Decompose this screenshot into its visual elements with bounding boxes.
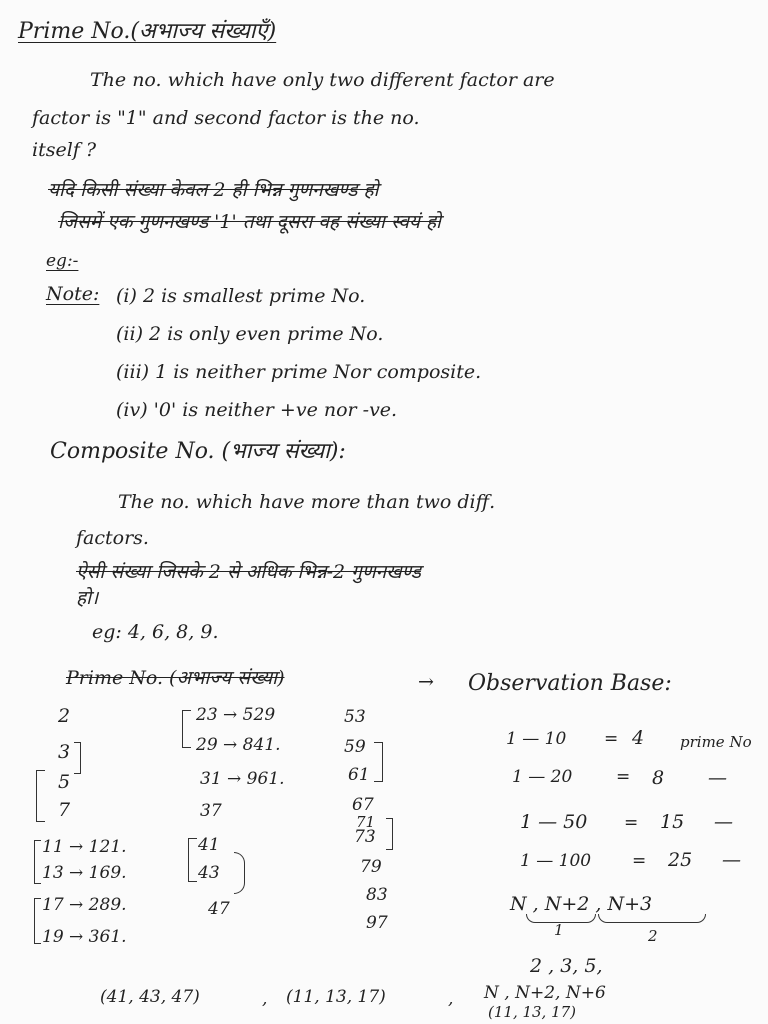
prime-col2-item: 43 [198,863,220,883]
range-label: 1 — 20 [512,767,573,787]
pattern-n-n2-n3: N , N+2 , N+3 [510,893,653,915]
curly-brace-41-47 [234,852,245,894]
prime-col1-item: 7 [58,799,71,821]
prime-definition-line1: The no. which have only two different factor are [90,69,555,91]
prime-col1-item: 17 → 289. [42,895,127,915]
range-equals: = [604,729,619,749]
range-count: 15 [660,811,685,833]
prime-heading: Prime No.(अभाज्य संख्याएँ) [18,19,277,44]
prime-col3-item: 71 [356,813,376,831]
composite-example: eg: 4, 6, 8, 9. [92,621,219,643]
note-label: Note: [46,283,100,305]
prime-col1-item: 11 → 121. [42,837,127,857]
range-equals: = [632,851,647,871]
triplet-11-13-17: (11, 13, 17) [286,987,386,1007]
prime-col1-item: 3 [58,741,71,763]
prime-col3-item: 67 [352,795,374,815]
prime-list-heading: Prime No. (अभाज्य संख्या) [66,667,285,689]
prime-col2-item: 29 → 841. [196,735,281,755]
bracket-71-73 [386,818,393,850]
composite-heading: Composite No. (भाज्य संख्या): [50,439,346,464]
note-item-4: (iv) '0' is neither +ve nor -ve. [116,399,398,421]
prime-col3-item: 83 [366,885,388,905]
prime-col2-item: 47 [208,899,230,919]
pattern-gap-1: 1 [554,921,564,939]
bracket-23-29 [182,710,191,748]
range-label: 1 — 100 [520,851,592,871]
prime-col3-item: 53 [344,707,366,727]
arrow-symbol: → [418,671,434,693]
range-label: 1 — 50 [520,811,588,833]
bracket-59-61 [374,742,383,782]
range-unit: prime No [680,733,752,751]
prime-col1-item: 5 [58,771,71,793]
prime-hindi-line1: यदि किसी संख्या केवल 2 ही भिन्न गुणनखण्ड हो [48,179,379,201]
prime-hindi-line2: जिसमें एक गुणनखण्ड '1' तथा दूसरा वह संख्या स्वयं हो [58,211,441,233]
prime-col1-item: 13 → 169. [42,863,127,883]
range-equals: = [616,767,631,787]
prime-col2-item: 37 [200,801,222,821]
pattern-gap-2: 2 [648,927,658,945]
separator-comma: , [448,989,454,1009]
range-count: 4 [632,727,645,749]
bracket-11-13 [34,840,41,884]
prime-col3-item: 97 [366,913,388,933]
prime-col3-item: 59 [344,737,366,757]
note-item-3: (iii) 1 is neither prime Nor composite. [116,361,482,383]
formula-example: (11, 13, 17) [488,1003,577,1021]
separator-comma: , [262,989,268,1009]
formula-n-n2-n6: N , N+2, N+6 [484,983,606,1003]
prime-col3-item: 79 [360,857,382,877]
composite-hindi-line1: ऐसी संख्या जिसके 2 से अधिक भिन्न-2 गुणनखण्ड [76,561,421,583]
range-unit: — [722,849,741,871]
range-label: 1 — 10 [506,729,567,749]
range-count: 25 [668,849,693,871]
prime-col2-item: 23 → 529 [196,705,276,725]
prime-example-label: eg:- [46,251,79,271]
triplet-2-3-5: 2 , 3, 5, [530,955,603,977]
brace-gap-2 [598,914,706,923]
range-unit: — [708,767,727,789]
composite-hindi-line2: हो। [76,587,99,609]
note-item-2: (ii) 2 is only even prime No. [116,323,384,345]
range-count: 8 [652,767,665,789]
bracket-41-43 [188,838,197,882]
bracket-3-5 [74,742,81,774]
observation-heading: Observation Base: [468,671,672,696]
prime-col1-item: 2 [58,705,71,727]
prime-definition-line2: factor is "1" and second factor is the no. [32,107,420,129]
range-unit: — [714,811,733,833]
triplet-41-43-47: (41, 43, 47) [100,987,200,1007]
bracket-17-19 [34,898,41,944]
bracket-5-7 [36,770,45,822]
note-item-1: (i) 2 is smallest prime No. [116,285,366,307]
prime-definition-line3: itself ? [32,139,97,161]
prime-col1-item: 19 → 361. [42,927,127,947]
composite-definition-line1: The no. which have more than two diff. [118,491,496,513]
prime-col2-item: 31 → 961. [200,769,285,789]
composite-definition-line2: factors. [76,527,149,549]
range-equals: = [624,813,639,833]
prime-col3-item: 73 [354,827,376,847]
prime-col2-item: 41 [198,835,220,855]
prime-col3-item: 61 [348,765,370,785]
